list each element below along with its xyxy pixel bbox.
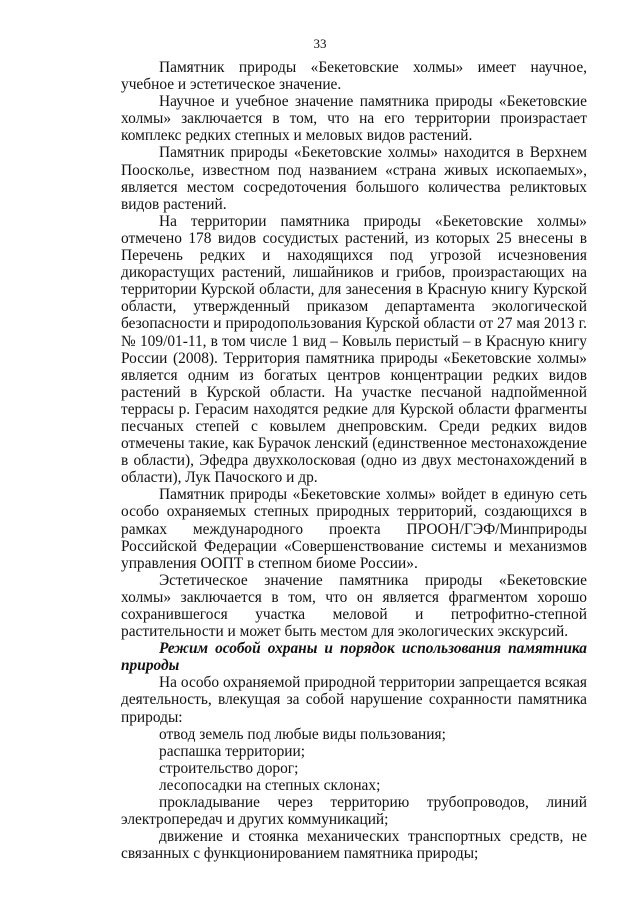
list-item: строительство дорог; bbox=[159, 759, 299, 777]
document-body bbox=[121, 59, 587, 862]
paragraph: На территории памятника природы «Бекетовские холмы» отмечено 178 видов сосудистых растений, из которых 25 внесены в Перечень редких и находящихся под угрозой исчезновения дикорастущих растений, лишайников и грибов, произрастающих на территории Курской области, для занесения в Красную книгу Курской области, утвержденный приказом департамента экологической безопасности и природопользования Курской области от 27 мая 2013 г. № 109/01-11, в том числе 1 вид – Ковыль перистый – в Красную книгу России (2008). Территория памятника природы «Бекетовские холмы» является одним из богатых центров концентрации редких видов растений в Курской области. На участке песчаной надпойменной террасы р. Герасим находятся редкие для Курской области фрагменты песчаных степей с ковылем днепровским. Среди редких видов отмечены такие, как Бурачок ленский (единственное местонахождение в области), Эфедра двухколосковая (одно из двух местонахождений в области), Лук Пачоского и др. bbox=[121, 212, 587, 487]
paragraph: Памятник природы «Бекетовские холмы» имеет научное, учебное и эстетическое значение. bbox=[121, 59, 587, 94]
list-item: распашка территории; bbox=[159, 742, 306, 760]
paragraph: Эстетическое значение памятника природы «Бекетовские холмы» заключается в том, что он является фрагментом хорошо сохранившегося участка меловой и петрофитно-степной растительности и может быть местом для экологических экскурсий. bbox=[121, 571, 587, 641]
paragraph: На особо охраняемой природной территории запрещается всякая деятельность, влекущая за собой нарушение сохранности памятника природы: bbox=[121, 674, 587, 726]
list-item: отвод земель под любые виды пользования; bbox=[159, 725, 446, 743]
list-item: движение и стоянка механических транспортных средств, не связанных с функционированием памятника природы; bbox=[121, 828, 587, 863]
paragraph: Памятник природы «Бекетовские холмы» находится в Верхнем Поосколье, известном под названием «страна живых ископаемых», является местом сосредоточения большого количества реликтовых видов растений. bbox=[121, 144, 587, 213]
section-heading: Режим особой охраны и порядок использования памятника природы bbox=[121, 640, 587, 675]
paragraph: Научное и учебное значение памятника природы «Бекетовские холмы» заключается в том, что на его территории произрастает комплекс редких степных и меловых видов растений. bbox=[121, 93, 587, 145]
paragraph: Памятник природы «Бекетовские холмы» войдет в единую сеть особо охраняемых степных природных территорий, создающихся в рамках международного проекта ПРООН/ГЭФ/Минприроды Российской Федерации «Совершенствование системы и механизмов управления ООПТ в степном биоме России». bbox=[121, 486, 587, 572]
list-item: прокладывание через территорию трубопроводов, линий электропередач и других коммуникаций; bbox=[121, 794, 587, 829]
list-item: лесопосадки на степных склонах; bbox=[159, 776, 381, 794]
page-number: 33 bbox=[313, 36, 327, 51]
